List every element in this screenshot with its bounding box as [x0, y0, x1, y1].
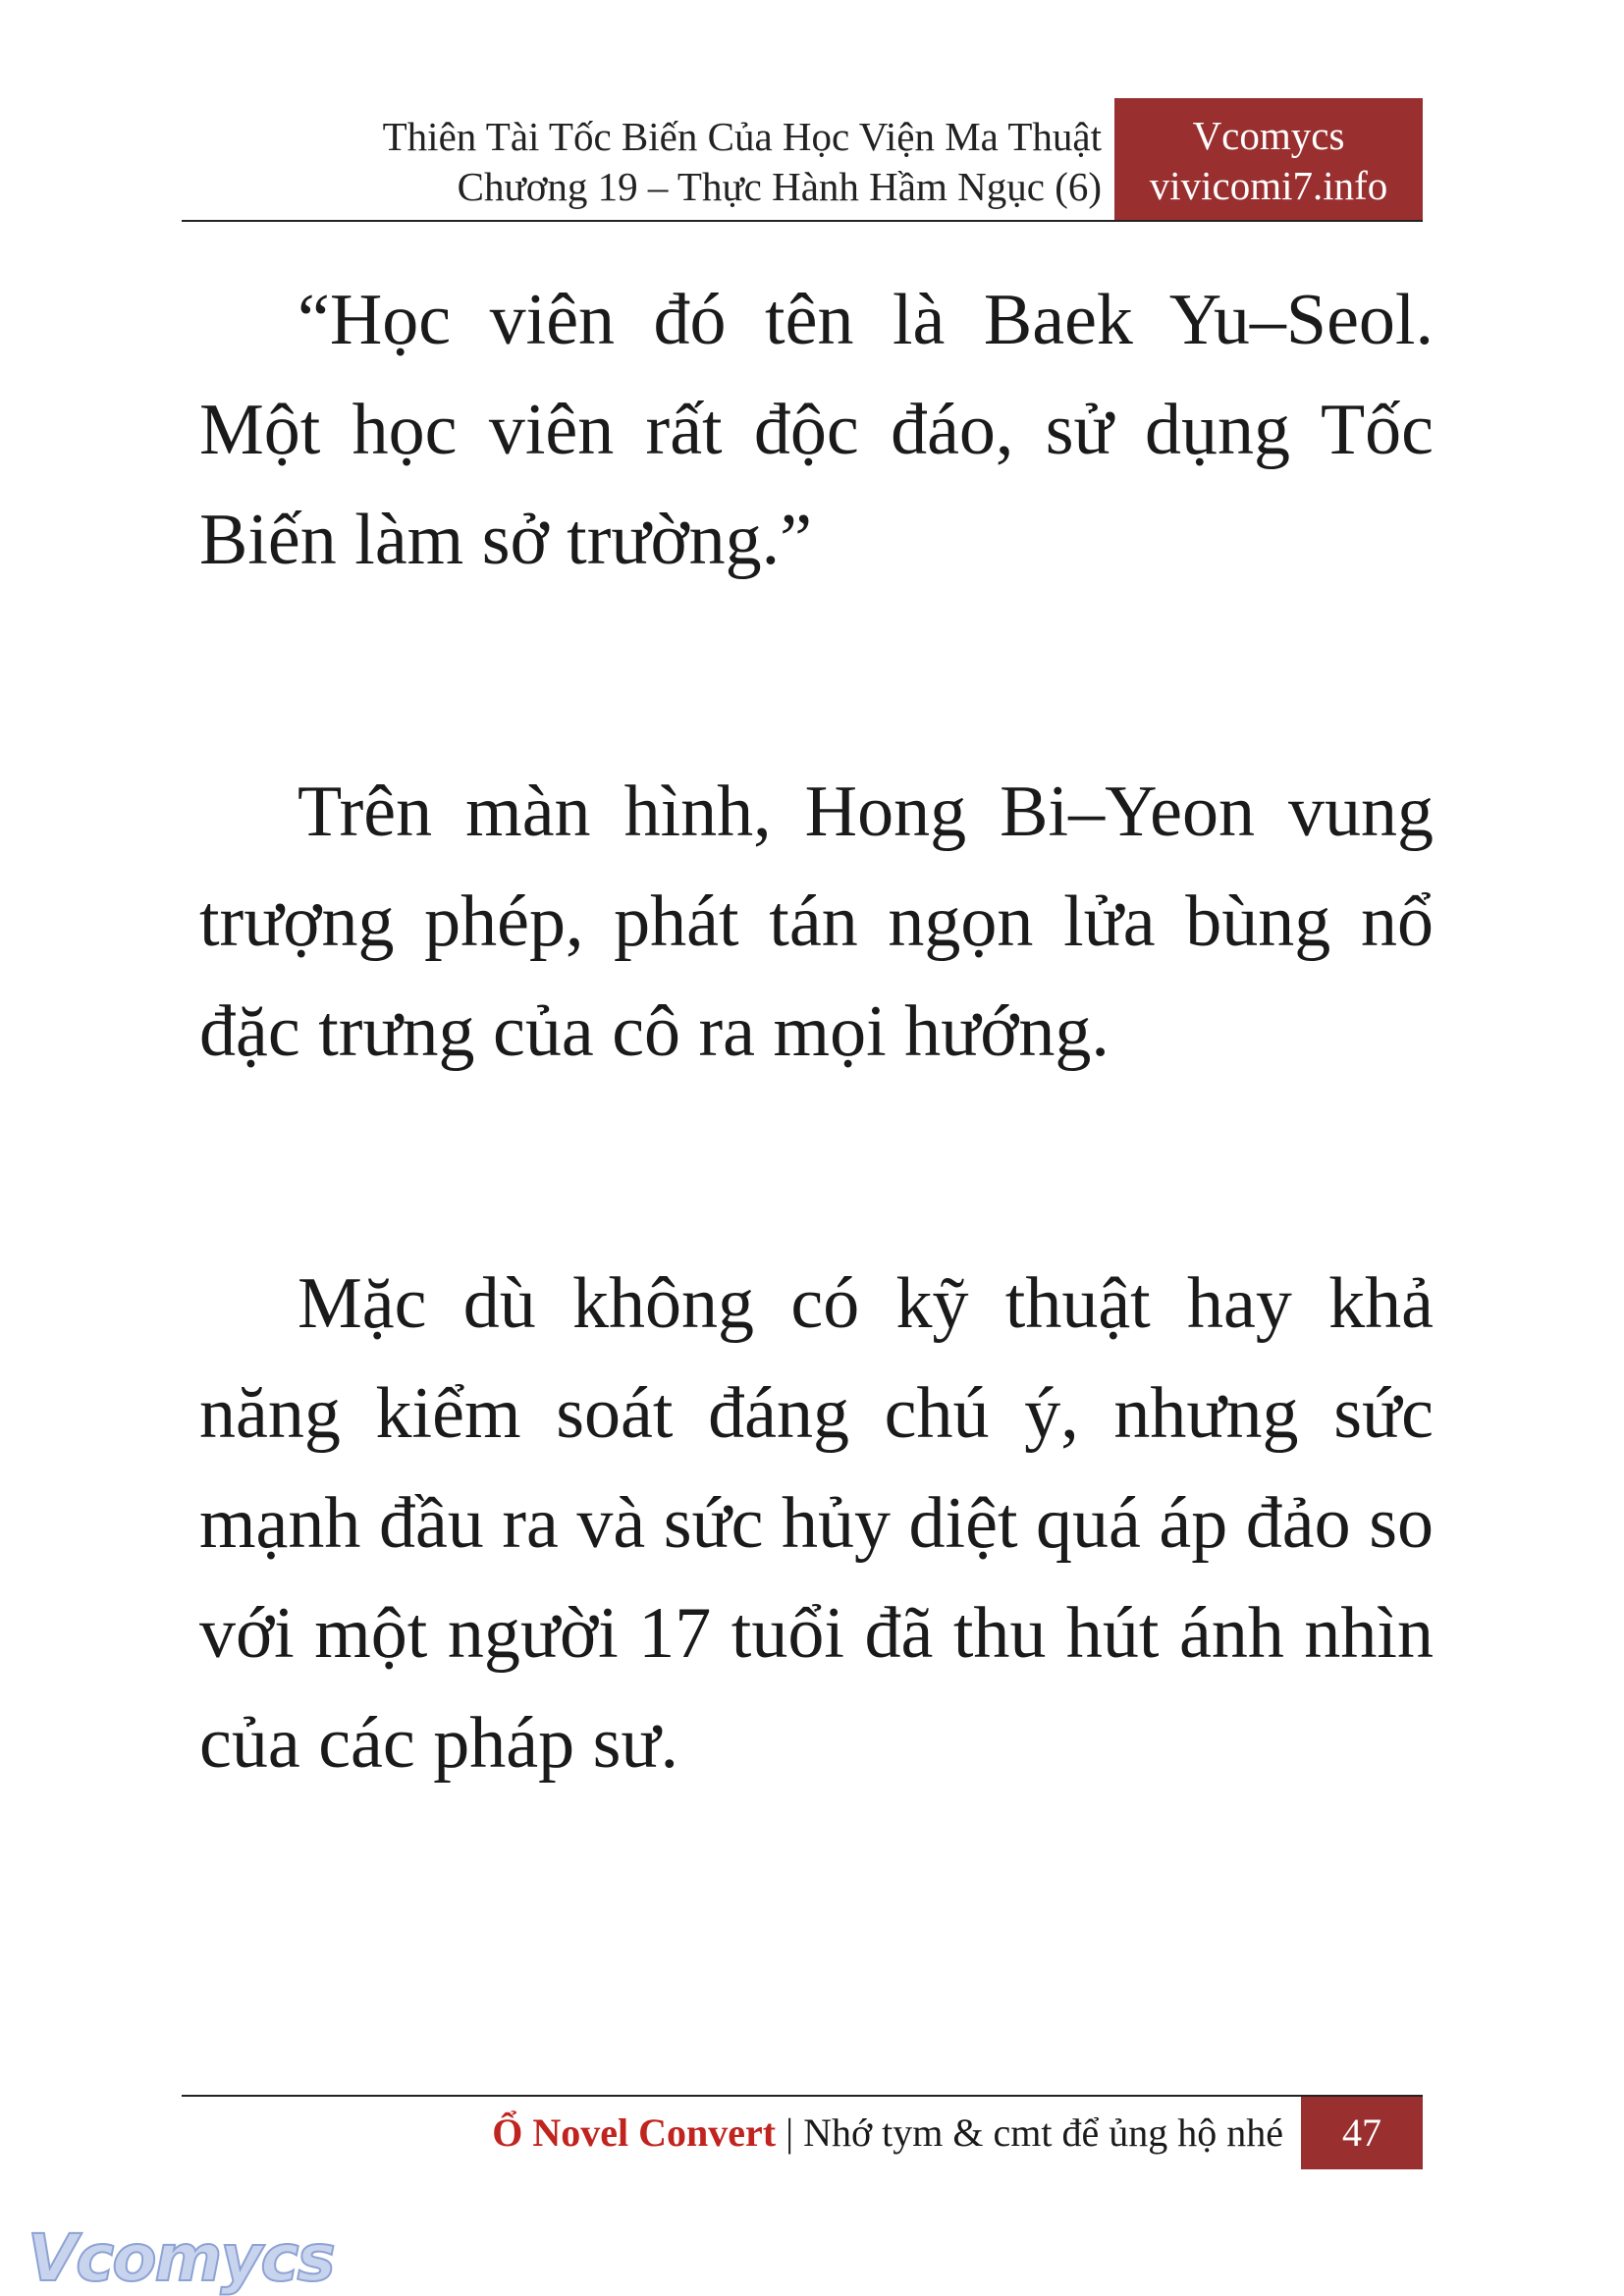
badge-site-name: Vcomycs: [1192, 113, 1345, 158]
site-badge: [1114, 98, 1423, 220]
paragraph-1: “Học viên đó tên là Baek Yu–Seol. Một học viên rất độc đáo, sử dụng Tốc Biến làm sở trường.”: [199, 280, 1434, 580]
page-footer: [182, 2097, 1423, 2169]
footer-text: [492, 2109, 1283, 2158]
paragraph-3: Mặc dù không có kỹ thuật hay khả năng kiểm soát đáng chú ý, nhưng sức mạnh đầu ra và sức hủy diệt quá áp đảo so với một người 17 tuổi đã thu hút ánh nhìn của các pháp sư.: [199, 1263, 1434, 1784]
chapter-title: Chương 19 – Thực Hành Hầm Ngục (6): [457, 164, 1102, 209]
footer-separator: |: [776, 2110, 804, 2155]
badge-site-url: vivicomi7.info: [1149, 163, 1388, 208]
watermark-logo: Vcomycs: [27, 2220, 334, 2296]
header-divider: [182, 220, 1423, 222]
header-titles: [383, 112, 1102, 212]
page-header: [182, 98, 1423, 220]
page-number: 47: [1301, 2097, 1423, 2169]
footer-brand: Ổ Novel Convert: [492, 2110, 777, 2155]
book-title: Thiên Tài Tốc Biến Của Học Viện Ma Thuật: [382, 114, 1102, 159]
chapter-body: [199, 265, 1434, 1798]
paragraph-2: Trên màn hình, Hong Bi–Yeon vung trượng phép, phát tán ngọn lửa bùng nổ đặc trưng của cô ra mọi hướng.: [199, 772, 1434, 1072]
footer-message: Nhớ tym & cmt để ủng hộ nhé: [803, 2110, 1283, 2155]
